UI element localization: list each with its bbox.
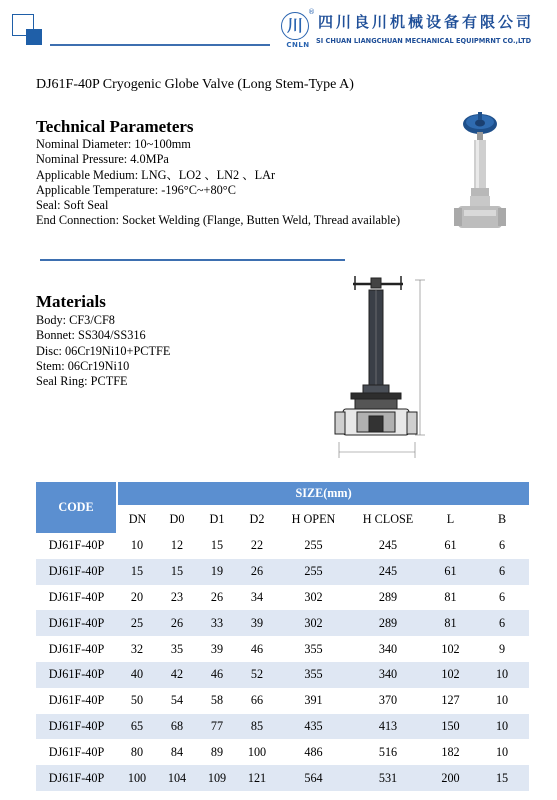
column-header: H CLOSE [350,506,426,534]
table-cell: 100 [237,739,277,765]
logo-glyph: 川 [281,12,309,40]
table-cell: 42 [157,662,197,688]
table-cell: 23 [157,585,197,611]
column-header: DN [117,506,157,534]
table-cell: 15 [117,559,157,585]
code-header: CODE [36,482,117,533]
table-cell: 289 [350,610,426,636]
table-row [36,688,529,714]
table-cell: 100 [117,765,157,791]
table-cell: 6 [475,559,529,585]
section-divider [40,259,345,261]
table-cell: 245 [350,559,426,585]
material-line: Bonnet: SS304/SS316 [36,328,146,343]
code-cell: DJ61F-40P [36,533,117,559]
table-row [36,559,529,585]
table-cell: 19 [197,559,237,585]
table-cell: 10 [117,533,157,559]
table-row [36,533,529,559]
table-cell: 85 [237,714,277,740]
table-cell: 255 [277,533,350,559]
table-cell: 413 [350,714,426,740]
materials-heading: Materials [36,292,106,311]
table-cell: 33 [197,610,237,636]
code-cell: DJ61F-40P [36,688,117,714]
size-table [36,482,529,791]
table-cell: 66 [237,688,277,714]
table-cell: 22 [237,533,277,559]
corner-square-filled [26,29,42,45]
table-cell: 516 [350,739,426,765]
table-cell: 355 [277,662,350,688]
code-cell: DJ61F-40P [36,610,117,636]
code-cell: DJ61F-40P [36,739,117,765]
table-cell: 10 [475,688,529,714]
table-cell: 12 [157,533,197,559]
table-row [36,662,529,688]
table-row [36,739,529,765]
table-cell: 50 [117,688,157,714]
param-line: Seal: Soft Seal [36,198,109,213]
table-cell: 26 [237,559,277,585]
table-row [36,714,529,740]
table-cell: 245 [350,533,426,559]
column-header: D2 [237,506,277,534]
material-line: Stem: 06Cr19Ni10 [36,358,130,373]
table-cell: 25 [117,610,157,636]
param-line: Applicable Medium: LNG、LO2 、LN2 、LAr [36,167,276,182]
table-cell: 10 [475,739,529,765]
code-cell: DJ61F-40P [36,765,117,791]
table-row [36,585,529,611]
table-cell: 68 [157,714,197,740]
table-cell: 6 [475,610,529,636]
table-row [36,610,529,636]
column-header: D1 [197,506,237,534]
table-cell: 89 [197,739,237,765]
material-line: Disc: 06Cr19Ni10+PCTFE [36,343,171,358]
param-line: End Connection: Socket Welding (Flange, Butten Weld, Thread available) [36,213,401,228]
table-cell: 370 [350,688,426,714]
registered-mark: ® [308,8,315,16]
table-row [36,765,529,791]
table-cell: 26 [197,585,237,611]
table-cell: 15 [197,533,237,559]
param-line: Applicable Temperature: -196°C~+80°C [36,182,236,197]
table-body [36,533,529,791]
table-cell: 34 [237,585,277,611]
code-cell: DJ61F-40P [36,662,117,688]
table-cell: 84 [157,739,197,765]
code-cell: DJ61F-40P [36,636,117,662]
technical-list [36,137,400,229]
table-cell: 391 [277,688,350,714]
table-cell: 54 [157,688,197,714]
code-cell: DJ61F-40P [36,714,117,740]
table-cell: 340 [350,636,426,662]
table-cell: 40 [117,662,157,688]
materials-list [36,313,170,389]
table-cell: 61 [426,533,475,559]
table-cell: 340 [350,662,426,688]
header-rule [50,44,270,46]
table-cell: 46 [237,636,277,662]
table-cell: 15 [157,559,197,585]
company-name-chinese: 四川良川机械设备有限公司 [318,13,535,31]
table-cell: 10 [475,662,529,688]
table-cell: 255 [277,559,350,585]
table-cell: 81 [426,610,475,636]
table-cell: 102 [426,636,475,662]
table-cell: 6 [475,585,529,611]
table-cell: 52 [237,662,277,688]
table-cell: 182 [426,739,475,765]
table-cell: 121 [237,765,277,791]
table-cell: 104 [157,765,197,791]
column-header: L [426,506,475,534]
company-logo [281,8,315,49]
valve-photo [450,110,510,240]
table-cell: 10 [475,714,529,740]
table-cell: 355 [277,636,350,662]
table-row [36,636,529,662]
param-line: Nominal Pressure: 4.0MPa [36,152,169,167]
table-cell: 46 [197,662,237,688]
table-cell: 15 [475,765,529,791]
param-line: Nominal Diameter: 10~100mm [36,137,191,151]
table-cell: 39 [237,610,277,636]
table-cell: 77 [197,714,237,740]
table-cell: 6 [475,533,529,559]
technical-heading: Technical Parameters [36,117,194,136]
table-cell: 435 [277,714,350,740]
table-cell: 289 [350,585,426,611]
table-cell: 39 [197,636,237,662]
column-header: B [475,506,529,534]
material-line: Seal Ring: PCTFE [36,374,128,389]
table-cell: 80 [117,739,157,765]
table-cell: 61 [426,559,475,585]
table-cell: 9 [475,636,529,662]
table-cell: 81 [426,585,475,611]
table-cell: 200 [426,765,475,791]
table-cell: 35 [157,636,197,662]
table-cell: 102 [426,662,475,688]
valve-drawing [325,270,435,465]
company-name-english: SI CHUAN LIANGCHUAN MECHANICAL EQUIPMRNT CO.,LTD [316,37,532,45]
product-title: DJ61F-40P Cryogenic Globe Valve (Long Stem-Type A) [36,77,354,92]
logo-text: CNLN [286,41,310,49]
material-line: Body: CF3/CF8 [36,313,115,327]
table-cell: 20 [117,585,157,611]
table-cell: 58 [197,688,237,714]
table-cell: 65 [117,714,157,740]
table-cell: 302 [277,585,350,611]
table-cell: 32 [117,636,157,662]
size-header: SIZE(mm) [117,482,529,506]
column-header: H OPEN [277,506,350,534]
table-cell: 486 [277,739,350,765]
table-cell: 531 [350,765,426,791]
column-header: D0 [157,506,197,534]
table-cell: 150 [426,714,475,740]
table-cell: 109 [197,765,237,791]
table-cell: 564 [277,765,350,791]
table-cell: 302 [277,610,350,636]
table-cell: 26 [157,610,197,636]
table-cell: 127 [426,688,475,714]
code-cell: DJ61F-40P [36,585,117,611]
code-cell: DJ61F-40P [36,559,117,585]
